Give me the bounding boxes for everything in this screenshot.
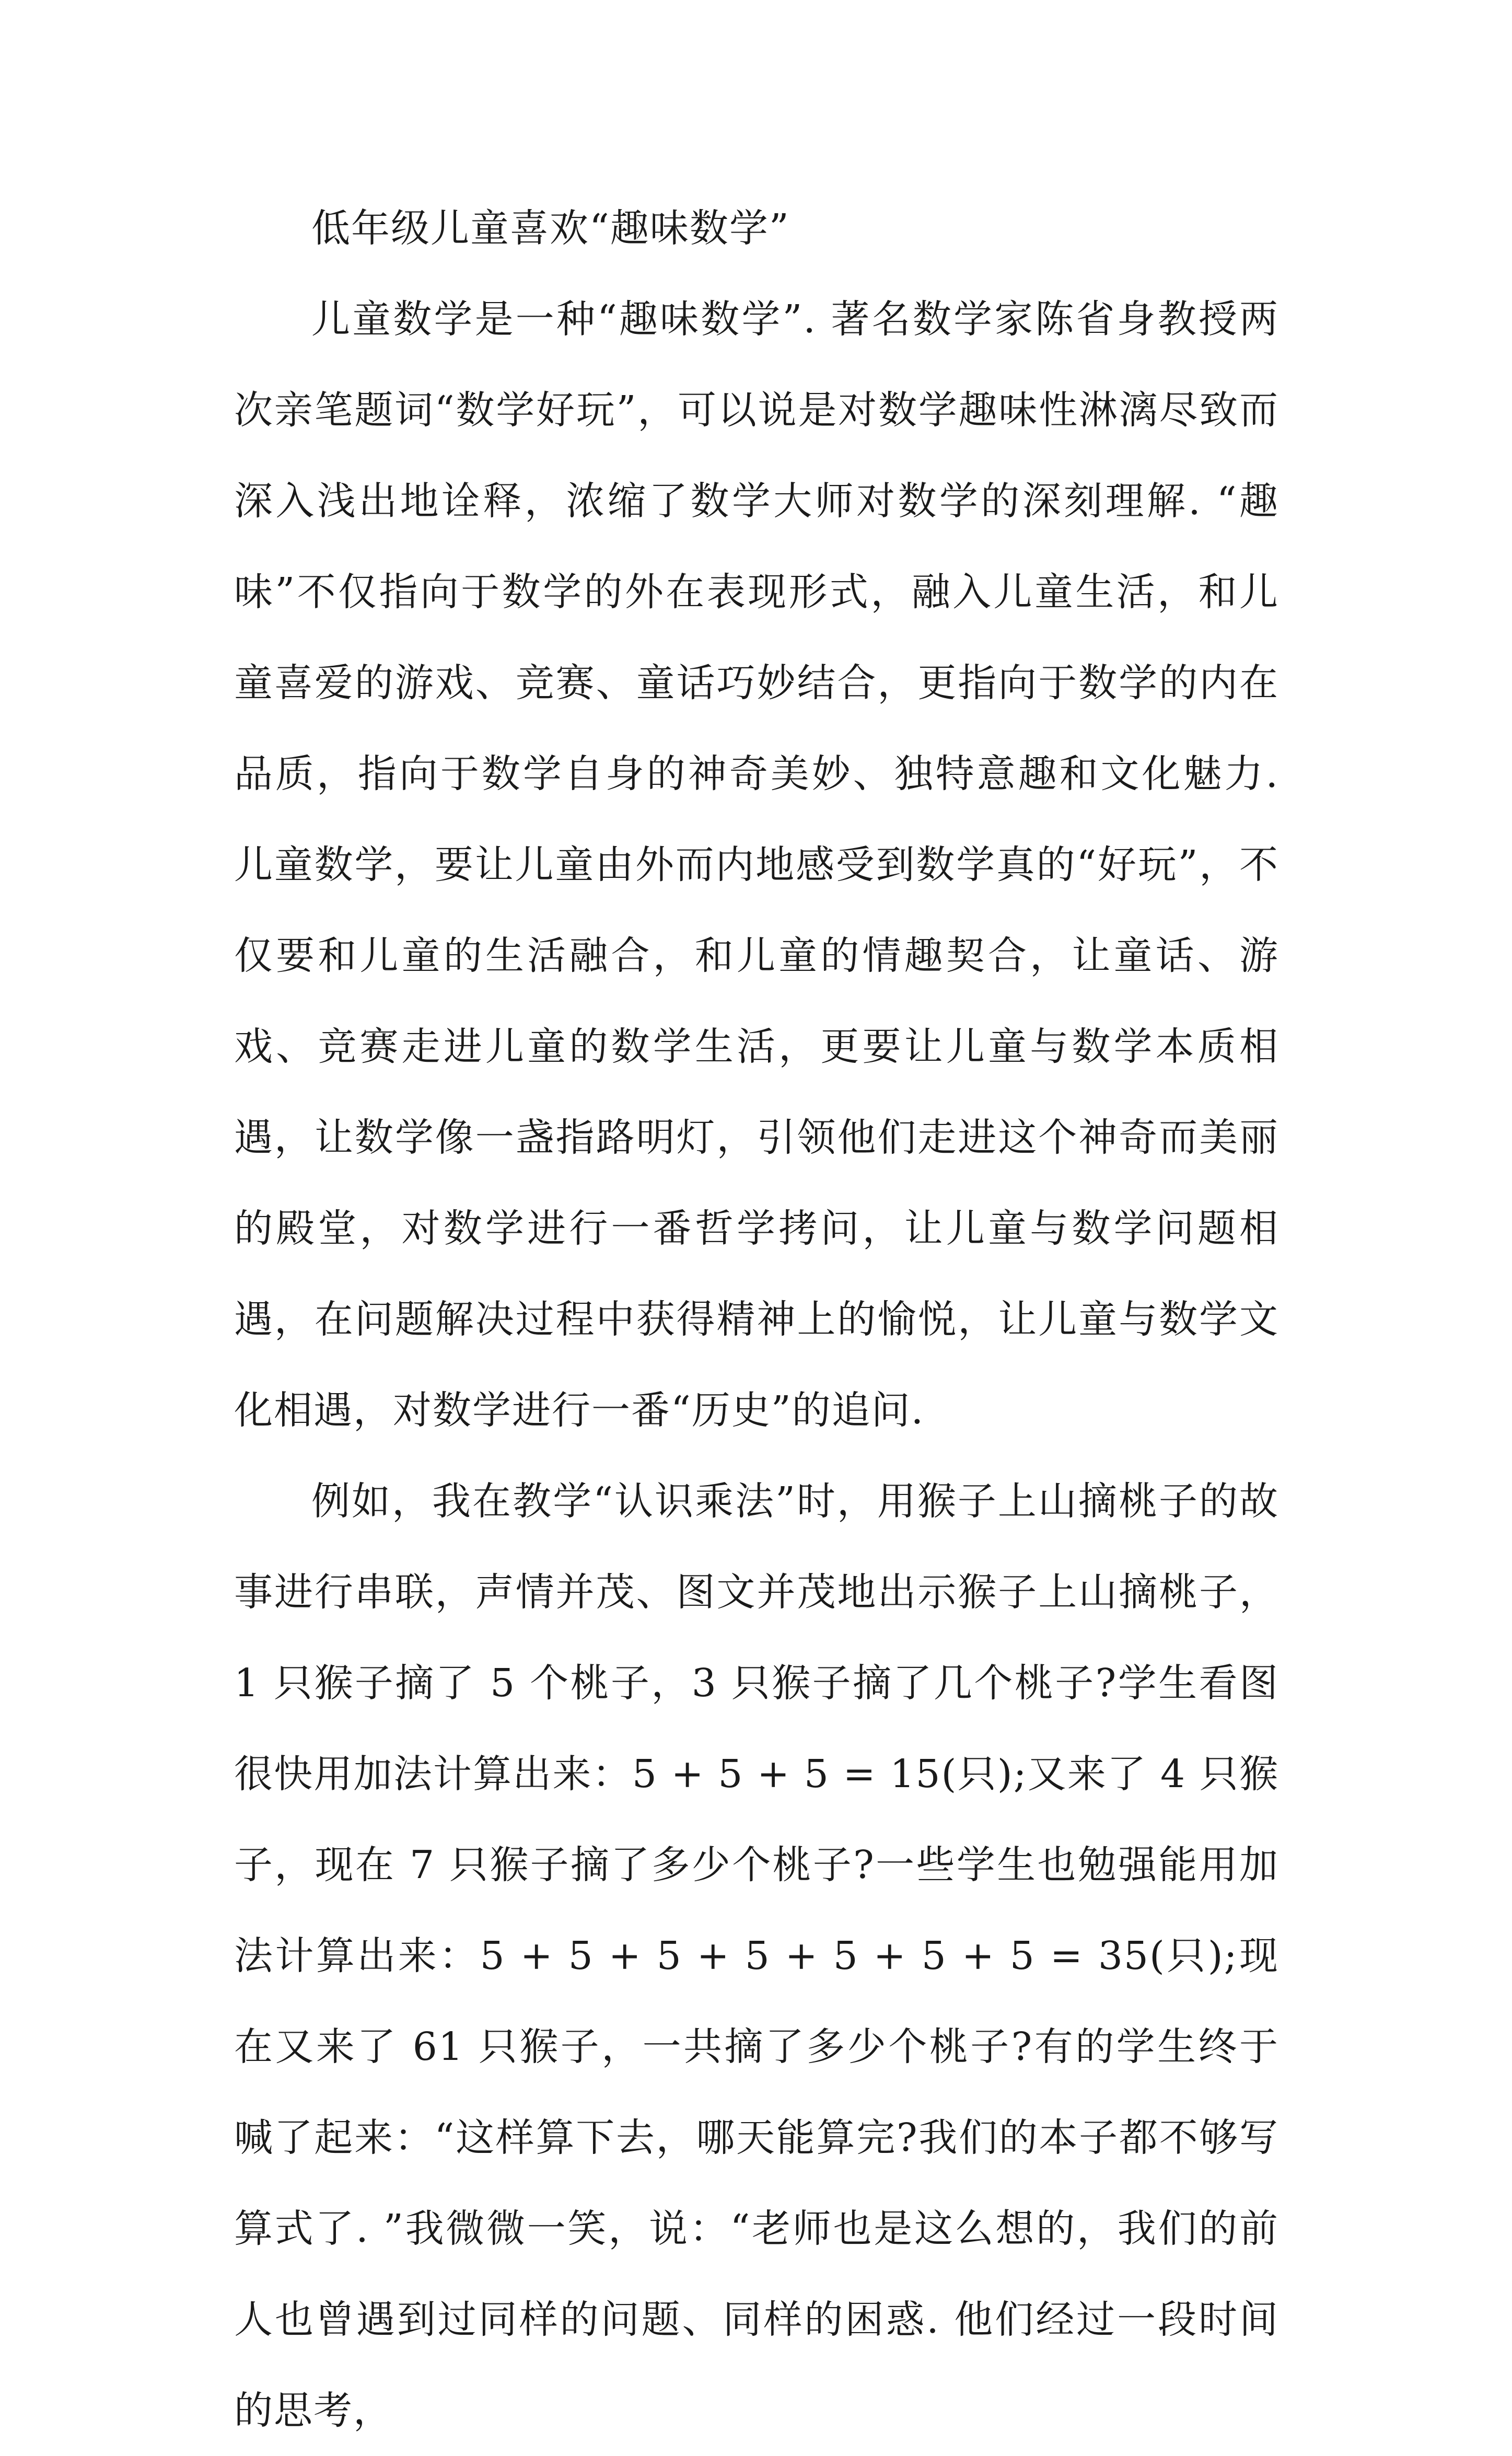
document-title: 低年级儿童喜欢“趣味数学” [311,206,790,251]
paragraph-2: 例如，我在教学“认识乘法”时，用猴子上山摘桃子的故事进行串联，声情并茂、图文并茂地出示猴子上山摘桃子，1 只猴子摘了 5 个桃子，3 只猴子摘了几个桃子?学生看图很快用加法计算出来：5 + 5 + 5 = 15(只);又来了 4 只猴子，现在 7 只猴子摘了多少个桃子?一些学生也勉强能用加法计算出来：5 + 5 + 5 + 5 + 5 + 5 + 5 = 35(只);现在又来了 61 只猴子，一共摘了多少个桃子?有的学生终于喊了起来：“这样算下去，哪天能算完?我们的本子都不够写算式了. ”我微微一笑，说：“老师也是这么想的，我们的前人也曾遇到过同样的问题、同样的困惑. 他们经过一段时间的思考， [234,1479,1279,2433]
document-body [234,183,1279,2456]
paragraph-1: 儿童数学是一种“趣味数学”. 著名数学家陈省身教授两次亲笔题词“数学好玩”，可以说是对数学趣味性淋漓尽致而深入浅出地诠释，浓缩了数学大师对数学的深刻理解. “趣味”不仅指向于数学的外在表现形式，融入儿童生活，和儿童喜爱的游戏、竞赛、童话巧妙结合，更指向于数学的内在品质，指向于数学自身的神奇美妙、独特意趣和文化魅力. 儿童数学，要让儿童由外而内地感受到数学真的“好玩”，不仅要和儿童的生活融合，和儿童的情趣契合，让童话、游戏、竞赛走进儿童的数学生活，更要让儿童与数学本质相遇，让数学像一盏指路明灯，引领他们走进这个神奇而美丽的殿堂，对数学进行一番哲学拷问，让儿童与数学问题相遇，在问题解决过程中获得精神上的愉悦，让儿童与数学文化相遇，对数学进行一番“历史”的追问. [234,297,1279,1433]
